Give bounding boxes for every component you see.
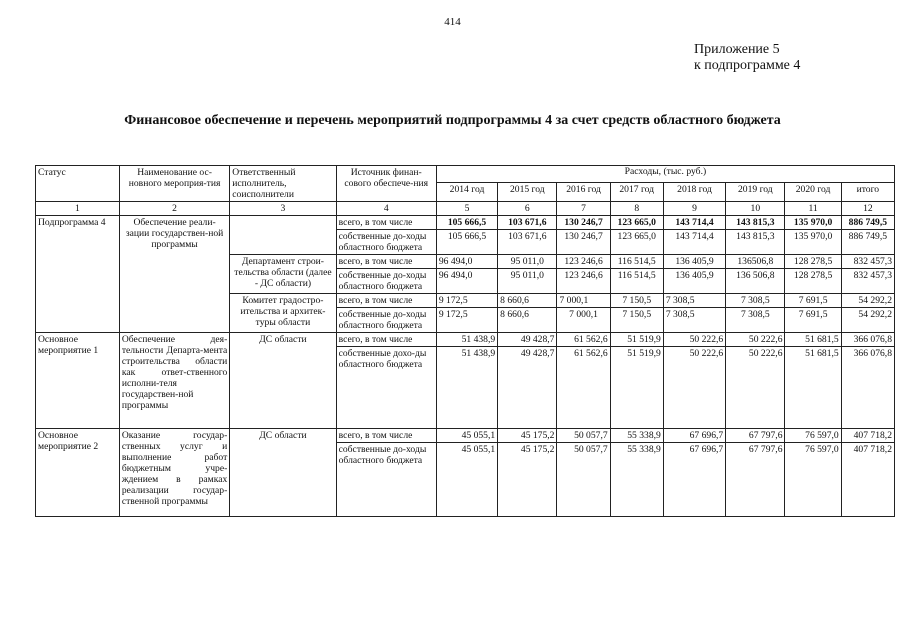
value-cell: 51 681,5 — [785, 347, 841, 429]
value-cell: 51 681,5 — [785, 333, 841, 347]
value-cell: 51 519,9 — [610, 333, 663, 347]
column-index: 8 — [610, 202, 663, 216]
executor-cell: Департамент строи-тельства области (далее - ДС области) — [230, 255, 336, 294]
header-name: Наименование ос-новного мероприя-тия — [119, 166, 229, 202]
column-index: 2 — [119, 202, 229, 216]
column-index: 5 — [436, 202, 497, 216]
source-cell: собственные дохо-ды областного бюджета — [336, 347, 436, 429]
value-cell: 886 749,5 — [841, 230, 894, 255]
value-cell: 76 597,0 — [785, 443, 841, 517]
table-row — [36, 429, 895, 443]
header-year: итого — [841, 182, 894, 201]
value-cell: 45 055,1 — [436, 443, 497, 517]
table-row — [36, 216, 895, 230]
value-cell: 50 222,6 — [726, 333, 785, 347]
value-cell: 55 338,9 — [610, 443, 663, 517]
value-cell: 136506,8 — [726, 255, 785, 269]
value-cell: 123 246,6 — [557, 255, 610, 269]
source-cell: всего, в том числе — [336, 429, 436, 443]
value-cell: 9 172,5 — [436, 308, 497, 333]
column-index-row — [36, 202, 895, 216]
value-cell: 105 666,5 — [436, 230, 497, 255]
source-cell: собственные до-ходы областного бюджета — [336, 269, 436, 294]
value-cell: 7 000,1 — [557, 294, 610, 308]
value-cell: 7 308,5 — [663, 294, 725, 308]
value-cell: 95 011,0 — [498, 269, 557, 294]
value-cell: 7 691,5 — [785, 294, 841, 308]
header-expenses: Расходы, (тыс. руб.) — [436, 166, 894, 183]
column-index: 9 — [663, 202, 725, 216]
value-cell: 49 428,7 — [498, 347, 557, 429]
value-cell: 135 970,0 — [785, 230, 841, 255]
value-cell: 50 222,6 — [726, 347, 785, 429]
value-cell: 55 338,9 — [610, 429, 663, 443]
value-cell: 51 438,9 — [436, 333, 497, 347]
value-cell: 366 076,8 — [841, 333, 894, 347]
value-cell: 886 749,5 — [841, 216, 894, 230]
value-cell: 50 222,6 — [663, 333, 725, 347]
value-cell: 128 278,5 — [785, 255, 841, 269]
value-cell: 67 696,7 — [663, 443, 725, 517]
value-cell: 130 246,7 — [557, 230, 610, 255]
header-year: 2014 год — [436, 182, 497, 201]
value-cell: 832 457,3 — [841, 255, 894, 269]
value-cell: 8 660,6 — [498, 308, 557, 333]
value-cell: 50 222,6 — [663, 347, 725, 429]
header-source: Источник финан-сового обеспече-ния — [336, 166, 436, 202]
header-year: 2020 год — [785, 182, 841, 201]
value-cell: 143 714,4 — [663, 230, 725, 255]
value-cell: 54 292,2 — [841, 308, 894, 333]
status-cell: Основное мероприятие 1 — [36, 333, 120, 429]
column-index: 7 — [557, 202, 610, 216]
source-cell: собственные до-ходы областного бюджета — [336, 443, 436, 517]
status-cell: Основное мероприятие 2 — [36, 429, 120, 517]
value-cell: 45 175,2 — [498, 443, 557, 517]
value-cell: 67 696,7 — [663, 429, 725, 443]
value-cell: 105 666,5 — [436, 216, 497, 230]
value-cell: 123 665,0 — [610, 230, 663, 255]
value-cell: 143 815,3 — [726, 230, 785, 255]
value-cell: 7 691,5 — [785, 308, 841, 333]
source-cell: собственные до-ходы областного бюджета — [336, 308, 436, 333]
value-cell: 51 438,9 — [436, 347, 497, 429]
value-cell: 136 405,9 — [663, 255, 725, 269]
page-number: 414 — [444, 16, 461, 28]
value-cell: 51 519,9 — [610, 347, 663, 429]
column-index: 4 — [336, 202, 436, 216]
source-cell: всего, в том числе — [336, 216, 436, 230]
value-cell: 96 494,0 — [436, 269, 497, 294]
value-cell: 61 562,6 — [557, 333, 610, 347]
name-cell: Обеспечение дея-тельности Департа-мента строительства области как ответ-ственного исполни-теля государствен-ной программы — [119, 333, 229, 429]
value-cell: 67 797,6 — [726, 429, 785, 443]
header-row — [36, 166, 895, 183]
value-cell: 116 514,5 — [610, 269, 663, 294]
value-cell: 7 150,5 — [610, 308, 663, 333]
value-cell: 7 150,5 — [610, 294, 663, 308]
value-cell: 116 514,5 — [610, 255, 663, 269]
source-cell: всего, в том числе — [336, 255, 436, 269]
value-cell: 407 718,2 — [841, 429, 894, 443]
appendix-caption — [694, 42, 800, 74]
column-index: 10 — [726, 202, 785, 216]
header-year: 2019 год — [726, 182, 785, 201]
value-cell: 9 172,5 — [436, 294, 497, 308]
header-year: 2018 год — [663, 182, 725, 201]
source-cell: всего, в том числе — [336, 294, 436, 308]
value-cell: 7 000,1 — [557, 308, 610, 333]
value-cell: 50 057,7 — [557, 429, 610, 443]
value-cell: 7 308,5 — [726, 294, 785, 308]
value-cell: 135 970,0 — [785, 216, 841, 230]
appendix-line-2: к подпрограмме 4 — [694, 58, 801, 73]
executor-cell — [230, 216, 336, 255]
value-cell: 49 428,7 — [498, 333, 557, 347]
value-cell: 45 175,2 — [498, 429, 557, 443]
value-cell: 7 308,5 — [663, 308, 725, 333]
value-cell: 45 055,1 — [436, 429, 497, 443]
value-cell: 7 308,5 — [726, 308, 785, 333]
column-index: 6 — [498, 202, 557, 216]
value-cell: 130 246,7 — [557, 216, 610, 230]
value-cell: 123 246,6 — [557, 269, 610, 294]
value-cell: 143 815,3 — [726, 216, 785, 230]
value-cell: 103 671,6 — [498, 216, 557, 230]
finance-table — [35, 165, 895, 517]
executor-cell: Комитет градостро-ительства и архитек-туры области — [230, 294, 336, 333]
status-cell: Подпрограмма 4 — [36, 216, 120, 333]
name-cell: Обеспечение реали-зации государствен-ной программы — [119, 216, 229, 333]
source-cell: собственные до-ходы областного бюджета — [336, 230, 436, 255]
value-cell: 8 660,6 — [498, 294, 557, 308]
value-cell: 407 718,2 — [841, 443, 894, 517]
executor-cell: ДС области — [230, 429, 336, 517]
column-index: 1 — [36, 202, 120, 216]
value-cell: 366 076,8 — [841, 347, 894, 429]
value-cell: 67 797,6 — [726, 443, 785, 517]
source-cell: всего, в том числе — [336, 333, 436, 347]
column-index: 12 — [841, 202, 894, 216]
header-year: 2015 год — [498, 182, 557, 201]
value-cell: 96 494,0 — [436, 255, 497, 269]
value-cell: 832 457,3 — [841, 269, 894, 294]
header-executor: Ответственный исполнитель, соисполнители — [230, 166, 336, 202]
value-cell: 128 278,5 — [785, 269, 841, 294]
value-cell: 61 562,6 — [557, 347, 610, 429]
value-cell: 50 057,7 — [557, 443, 610, 517]
document-title: Финансовое обеспечение и перечень мероприятий подпрограммы 4 за счет средств областного бюджета — [124, 113, 781, 128]
column-index: 3 — [230, 202, 336, 216]
value-cell: 76 597,0 — [785, 429, 841, 443]
value-cell: 136 506,8 — [726, 269, 785, 294]
executor-cell: ДС области — [230, 333, 336, 429]
value-cell: 123 665,0 — [610, 216, 663, 230]
header-year: 2016 год — [557, 182, 610, 201]
header-year: 2017 год — [610, 182, 663, 201]
value-cell: 54 292,2 — [841, 294, 894, 308]
value-cell: 136 405,9 — [663, 269, 725, 294]
appendix-line-1: Приложение 5 — [694, 42, 780, 57]
column-index: 11 — [785, 202, 841, 216]
value-cell: 103 671,6 — [498, 230, 557, 255]
header-status: Статус — [36, 166, 120, 202]
table-row — [36, 333, 895, 347]
value-cell: 143 714,4 — [663, 216, 725, 230]
name-cell: Оказание государ-ственных услуг и выполнение работ бюджетным учре-ждением в рамках реализации государ-ственной программы — [119, 429, 229, 517]
value-cell: 95 011,0 — [498, 255, 557, 269]
